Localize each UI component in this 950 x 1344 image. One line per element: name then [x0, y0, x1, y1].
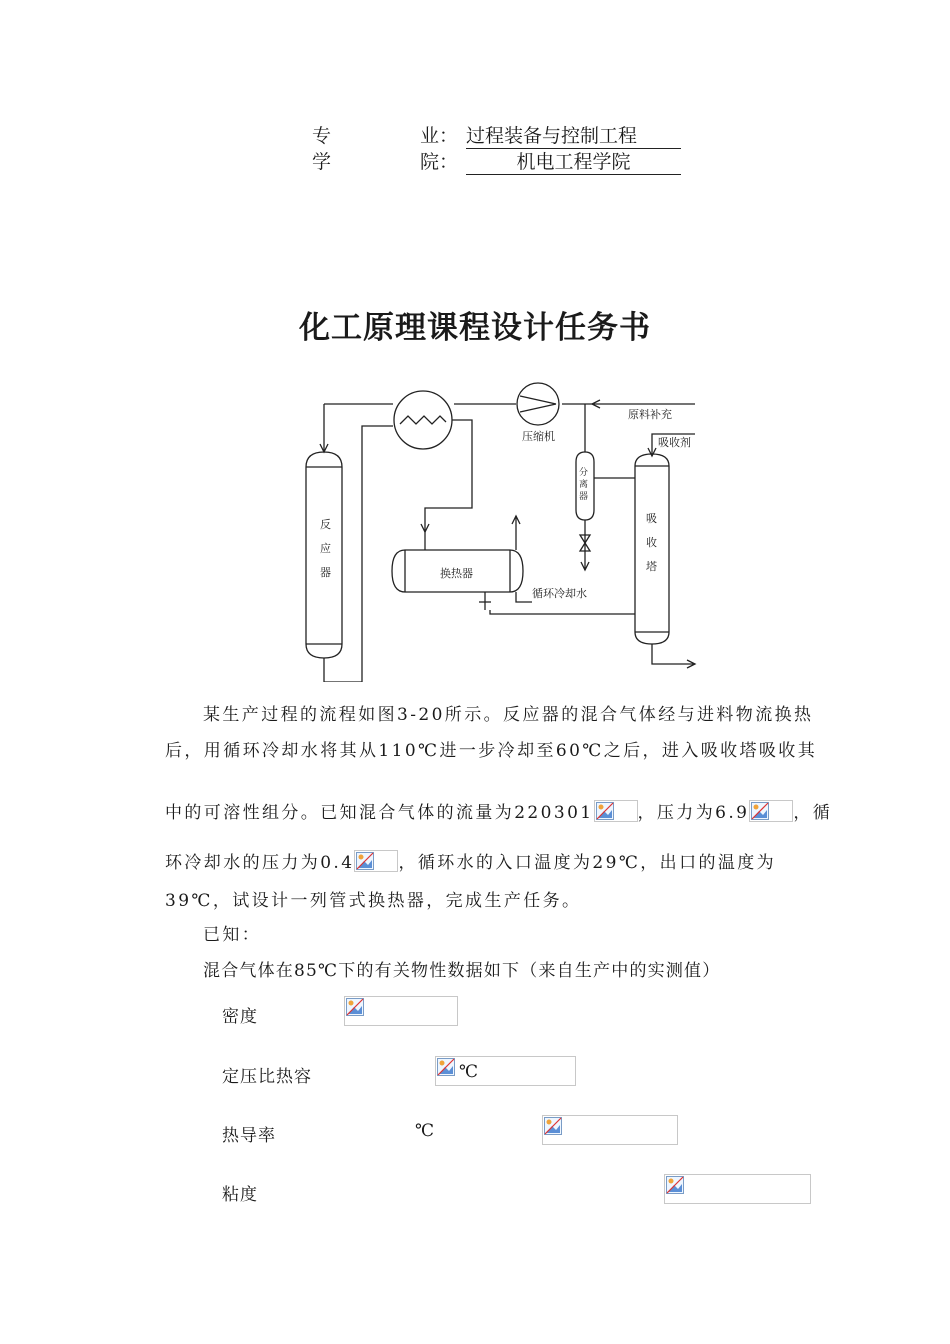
- paragraph-line-3-b: ，压力为6.9: [637, 803, 750, 823]
- reactor-vessel: [306, 452, 342, 658]
- known-label: 已知：: [203, 925, 262, 945]
- paragraph-line-3-a: 中的可溶性组分。已知混合气体的流量为220301: [165, 803, 594, 823]
- reactor-label-1: 反: [320, 518, 331, 531]
- broken-image: [594, 800, 638, 822]
- broken-image: [749, 800, 793, 822]
- property-density-label: 密度: [222, 1007, 258, 1027]
- broken-image-icon: [346, 998, 364, 1016]
- separator-label-3: 器: [579, 492, 589, 502]
- compressor: [517, 383, 559, 425]
- absorber-column: [635, 454, 669, 644]
- property-heat-capacity-label: 定压比热容: [222, 1067, 312, 1087]
- page-title: 化工原理课程设计任务书: [299, 310, 651, 346]
- broken-image-icon: [437, 1058, 455, 1076]
- data-intro: 混合气体在85℃下的有关物性数据如下（来自生产中的实测值）: [203, 961, 721, 981]
- major-label-end: 业：: [420, 125, 459, 147]
- broken-image-icon: [596, 802, 614, 820]
- broken-image-icon: [751, 802, 769, 820]
- absorber-label-2: 收: [646, 536, 657, 549]
- broken-image: [664, 1174, 811, 1204]
- paragraph-line-2: 后，用循环冷却水将其从110℃进一步冷却至60℃之后，进入吸收塔吸收其: [165, 741, 818, 761]
- broken-image: [354, 850, 398, 872]
- major-value: 过程装备与控制工程: [466, 124, 681, 149]
- paragraph-line-3: [165, 798, 832, 823]
- feed-label: 原料补充: [628, 408, 672, 421]
- broken-image: [542, 1115, 678, 1145]
- paragraph-line-3-c: ，循: [793, 803, 833, 823]
- absorber-label-3: 塔: [646, 560, 657, 573]
- college-label: 学: [312, 151, 332, 173]
- property-viscosity-label: 粘度: [222, 1185, 258, 1205]
- property-conductivity-unit: ℃: [415, 1121, 436, 1141]
- property-conductivity-label: 热导率: [222, 1126, 276, 1146]
- broken-image: [344, 996, 458, 1026]
- paragraph-line-5: 39℃，试设计一列管式换热器，完成生产任务。: [165, 891, 582, 911]
- reactor-label-2: 应: [320, 542, 331, 555]
- exchanger-label: 换热器: [440, 567, 473, 580]
- separator-label-2: 离: [579, 480, 589, 490]
- paragraph-line-4-b: ，循环水的入口温度为29℃，出口的温度为: [398, 853, 777, 873]
- college-value: 机电工程学院: [466, 150, 681, 175]
- paragraph-line-4: [165, 848, 776, 873]
- feed-heater: [394, 391, 452, 449]
- reactor-label-3: 器: [320, 566, 331, 579]
- property-heat-capacity-unit: ℃: [459, 1062, 480, 1082]
- absorbent-label: 吸收剂: [658, 436, 691, 449]
- paragraph-line-4-a: 环冷却水的压力为0.4: [165, 853, 355, 873]
- separator-label-1: 分: [579, 468, 589, 478]
- major-label: 专: [312, 125, 332, 147]
- paragraph-line-1: 某生产过程的流程如图3-20所示。反应器的混合气体经与进料物流换热: [203, 705, 814, 725]
- compressor-label: 压缩机: [522, 430, 555, 443]
- broken-image: [435, 1056, 576, 1086]
- process-flow-diagram: [280, 382, 710, 682]
- college-label-end: 院：: [420, 151, 459, 173]
- broken-image-icon: [666, 1176, 684, 1194]
- broken-image-icon: [356, 852, 374, 870]
- cooling-water-label: 循环冷却水: [532, 587, 587, 600]
- broken-image-icon: [544, 1117, 562, 1135]
- absorber-label-1: 吸: [646, 512, 657, 525]
